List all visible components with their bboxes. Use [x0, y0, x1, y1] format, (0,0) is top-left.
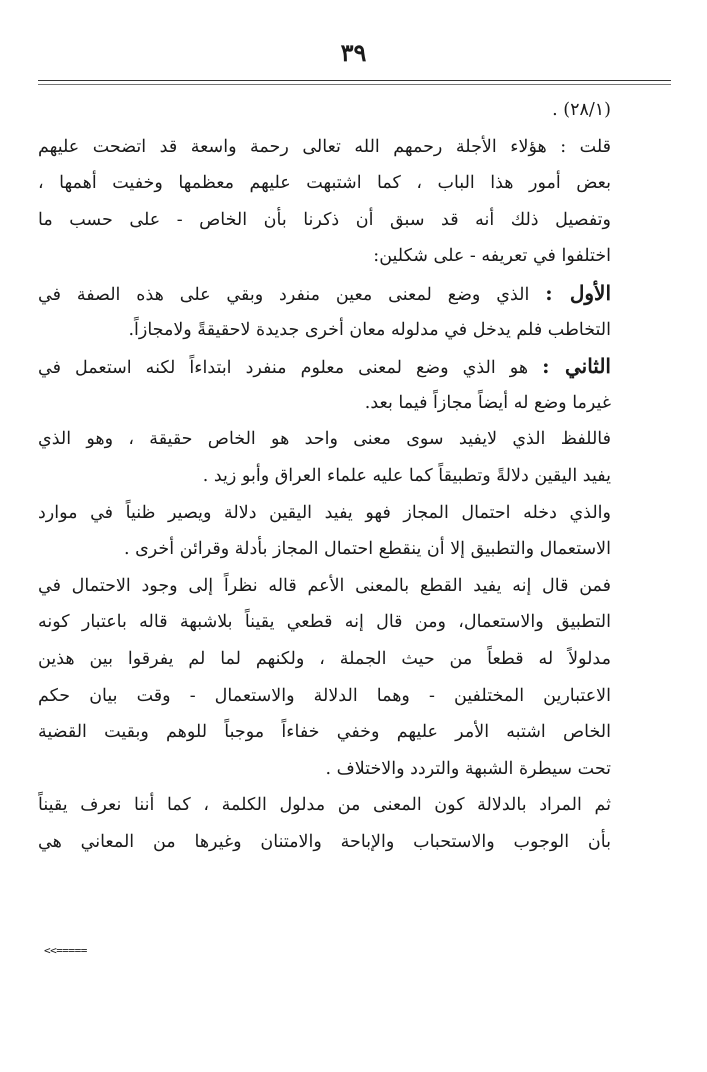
text-line: الأول : الذي وضع لمعنى معين منفرد وبقي على هذه الصفة في	[38, 280, 611, 305]
text-line: بعض أمور هذا الباب ، كما اشتبهت عليهم معظمها وخفيت أهمها ،	[38, 173, 611, 194]
text-line: ثم المراد بالدلالة كون المعنى من مدلول الكلمة ، كما أننا نعرف يقيناً	[38, 795, 611, 816]
text-line: فمن قال إنه يفيد القطع بالمعنى الأعم قاله نظراً إلى وجود الاحتمال في	[38, 575, 611, 596]
text-line: بأن الوجوب والاستحباب والإباحة والامتنان وغيرها من المعاني هي	[38, 831, 611, 852]
text-line: الثاني : هو الذي وضع لمعنى معلوم منفرد ابتداءاً لكنه استعمل في	[38, 354, 611, 379]
text-line: يفيد اليقين دلالةً وتطبيقاً كما عليه علماء العراق وأبو زيد .	[202, 465, 611, 486]
text-line: التطبيق والاستعمال، ومن قال إنه قطعي يقيناً بلاشبهة قاله باعتبار كونه	[38, 612, 611, 633]
text-line: الخاص اشتبه الأمر عليهم وخفي خفاءاً موجباً للوهم وبقيت القضية	[38, 722, 611, 743]
text-line: الاستعمال والتطبيق إلا أن ينقطع احتمال المجاز بأدلة وقرائن أخرى .	[123, 539, 611, 560]
header-rule-secondary	[38, 84, 671, 85]
header-rule	[38, 80, 671, 81]
text-line: وتفصيل ذلك أنه قد سبق أن ذكرنا بأن الخاص - على حسب ما	[38, 209, 611, 230]
text-line: قلت : هؤلاء الأجلة رحمهم الله تعالى رحمة واسعة قد اتضحت عليهم	[38, 136, 611, 157]
text-line: والذي دخله احتمال المجاز فهو يفيد اليقين دلالة ويصير ظنياً في موارد	[38, 502, 611, 523]
text-line: مدلولاً له قطعاً من حيث الجملة ، ولكنهم لما لم يفرقوا بين هذين	[38, 648, 611, 669]
paragraph-lead: الأول :	[545, 280, 611, 305]
text-line: التخاطب فلم يدخل في مدلوله معان أخرى جديدة لاحقيقةً ولامجازاً.	[128, 319, 611, 340]
paragraph-lead: الثاني :	[542, 354, 611, 379]
text-line: الاعتبارين المختلفين - وهما الدلالة والاستعمال - وقت بيان حكم	[38, 685, 611, 706]
text-line: (٢٨/١) .	[552, 100, 611, 120]
body-text	[38, 92, 611, 860]
text-line: تحت سيطرة الشبهة والتردد والاختلاف .	[325, 758, 611, 779]
text-line: اختلفوا في تعريفه - على شكلين:	[373, 246, 611, 267]
footer-marker: <<=====	[44, 944, 87, 957]
page-number: ٣٩	[340, 38, 367, 67]
text-line: غيرما وضع له أيضاً مجازاً فيما بعد.	[364, 392, 611, 413]
text-line: فاللفظ الذي لايفيد سوى معنى واحد هو الخاص حقيقة ، وهو الذي	[38, 429, 611, 450]
